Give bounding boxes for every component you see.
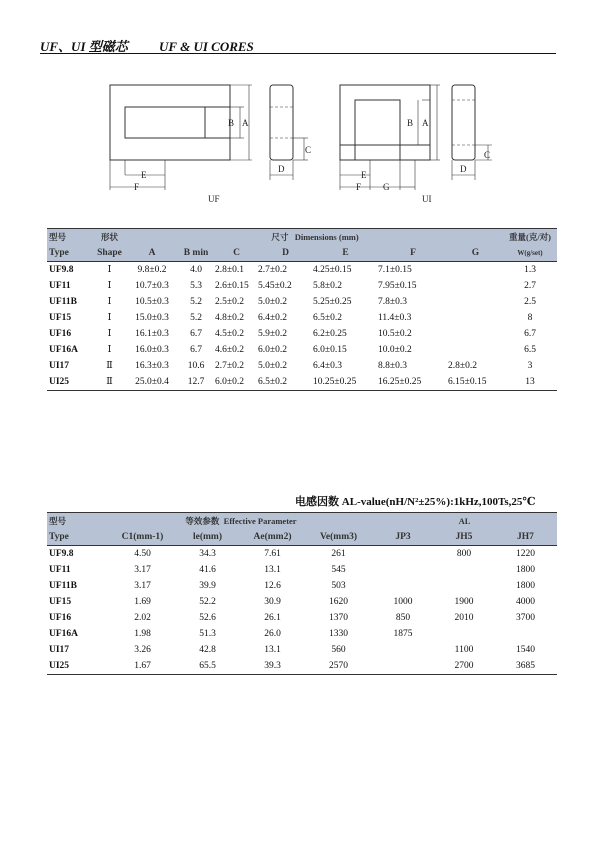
dim-cell-d: 6.0±0.2 — [258, 345, 287, 355]
dim-cell-e: 6.4±0.3 — [313, 361, 342, 371]
param-cell-ve: 261 — [331, 549, 346, 559]
dim-cell-c: 4.6±0.2 — [215, 345, 244, 355]
dim-cell-c: 4.8±0.2 — [215, 313, 244, 323]
param-cell-le: 42.8 — [199, 645, 216, 655]
dim-cell-c: 2.5±0.2 — [215, 297, 244, 307]
dim-cell-d: 5.0±0.2 — [258, 297, 287, 307]
type-en-header: Type — [47, 245, 92, 262]
shape-cell: Ⅰ — [107, 297, 112, 307]
param-cell-jh7: 3685 — [494, 658, 557, 675]
param-cell-c1: 3.26 — [134, 645, 151, 655]
dim-cell-b: 5.3 — [190, 281, 202, 291]
dim-cell-d: 5.0±0.2 — [258, 361, 287, 371]
param-cell-jp3 — [372, 642, 434, 658]
table-row — [47, 658, 557, 675]
uf-label-c: C — [305, 145, 312, 155]
dim-cell-d: 5.9±0.2 — [258, 329, 287, 339]
dim-cell-e: 6.2±0.25 — [313, 329, 347, 339]
param-cell-jp3: 1875 — [393, 629, 413, 639]
dim-cell-f: 8.8±0.3 — [378, 361, 407, 371]
col-header-c1: C1(mm-1) — [110, 529, 175, 546]
param-cell-jh5: 1100 — [454, 645, 474, 655]
title-english: UF & UI CORES — [159, 39, 254, 54]
dim-cell-d: 6.4±0.2 — [258, 313, 287, 323]
weight-cn-header: 重量(克/对) — [503, 229, 557, 246]
col-header-b: B min — [177, 245, 215, 262]
dim-cell-b: 12.7 — [177, 374, 215, 391]
param-cell-le: 52.6 — [199, 613, 216, 623]
param-cell-c1: 1.67 — [110, 658, 175, 675]
dim-cell-b: 6.7 — [190, 329, 202, 339]
shape-cell: Ⅰ — [107, 329, 112, 339]
dim-cell-c: 2.7±0.2 — [215, 361, 244, 371]
table-row — [47, 546, 557, 563]
table-row — [47, 562, 557, 578]
dim-cell-f: 16.25±0.25 — [378, 374, 448, 391]
type-cell: UF11B — [49, 297, 77, 307]
param-cell-ve: 1370 — [329, 613, 348, 623]
col-header-g: G — [448, 245, 503, 262]
param-cell-jp3 — [372, 562, 434, 578]
ui-caption: UI — [422, 194, 432, 204]
type-cell: UI17 — [49, 361, 70, 371]
dim-cell-f: 11.4±0.3 — [378, 313, 412, 323]
dim-cell-b: 5.2 — [190, 313, 202, 323]
shape-cn-header: 形状 — [92, 229, 127, 246]
dim-cell-e: 6.5±0.2 — [313, 313, 342, 323]
dim-cell-d: 6.5±0.2 — [258, 374, 313, 391]
param-cell-c1: 1.69 — [134, 597, 151, 607]
type-cell: UF16A — [49, 629, 79, 639]
type-cell: UI25 — [47, 374, 92, 391]
type-cell: UF9.8 — [49, 265, 74, 275]
type-cn-header: 型号 — [47, 229, 92, 246]
uf-label-a: A — [242, 118, 249, 128]
param-cell-c1: 2.02 — [134, 613, 151, 623]
title-chinese: UF、UI 型磁芯 — [40, 39, 128, 54]
param-cell-jh5: 2700 — [434, 658, 494, 675]
param-cell-ve: 545 — [331, 565, 346, 575]
param-cell-ae: 13.1 — [264, 645, 281, 655]
param-cell-jh7 — [494, 626, 557, 642]
ui-label-b: B — [407, 118, 414, 128]
dim-cell-e: 4.25±0.15 — [313, 265, 352, 275]
dim-cell-b: 6.7 — [190, 345, 202, 355]
dim-cell-a: 10.7±0.3 — [135, 281, 169, 291]
uf-label-d: D — [278, 164, 285, 174]
table-row — [47, 294, 557, 310]
param-cell-ae: 39.3 — [240, 658, 305, 675]
dim-cell-c: 6.0±0.2 — [215, 374, 258, 391]
param-group-header: 等效参数 Effective Parameter — [110, 513, 372, 530]
param-cell-jh7: 1540 — [516, 645, 535, 655]
param-cell-ae: 26.0 — [264, 629, 281, 639]
type-cell: UF9.8 — [49, 549, 74, 559]
dim-cell-e: 5.8±0.2 — [313, 281, 342, 291]
dim-cell-a: 16.3±0.3 — [135, 361, 169, 371]
al-group-header: AL — [372, 513, 557, 530]
dim-cell-g — [448, 342, 503, 358]
col-header-c: C — [215, 245, 258, 262]
param-cell-ve: 2570 — [305, 658, 372, 675]
dim-cell-g: 2.8±0.2 — [448, 361, 477, 371]
dim-cell-a: 10.5±0.3 — [135, 297, 169, 307]
parameter-header-row-1 — [47, 513, 557, 530]
dim-cell-a: 9.8±0.2 — [137, 265, 167, 275]
weight-cell: 6.5 — [524, 345, 536, 355]
dim-cell-a: 16.1±0.3 — [135, 329, 169, 339]
param-cell-jh7: 1800 — [516, 565, 535, 575]
param-cell-jh7: 4000 — [516, 597, 535, 607]
shape-cell: Ⅰ — [107, 345, 112, 355]
weight-cell: 8 — [527, 313, 533, 323]
table-row — [47, 578, 557, 594]
param-type-cn-header: 型号 — [47, 513, 110, 530]
param-cell-ve: 560 — [331, 645, 346, 655]
ui-front-view — [340, 85, 440, 190]
type-cell: UF16 — [49, 329, 72, 339]
param-cell-jh5 — [434, 626, 494, 642]
dim-cell-e: 6.0±0.15 — [313, 345, 347, 355]
ui-label-d: D — [460, 164, 467, 174]
param-cell-jh5 — [434, 578, 494, 594]
weight-cell: 3 — [527, 361, 533, 371]
dim-cell-g: 6.15±0.15 — [448, 374, 503, 391]
table-row — [47, 326, 557, 342]
col-header-e: E — [313, 245, 378, 262]
table-row — [47, 342, 557, 358]
type-cell: UF15 — [49, 597, 72, 607]
type-cell: UF11B — [49, 581, 77, 591]
param-cell-jp3: 850 — [395, 613, 411, 623]
col-header-le: le(mm) — [175, 529, 240, 546]
param-cell-c1: 4.50 — [134, 549, 151, 559]
param-cell-jh5 — [434, 562, 494, 578]
param-cell-c1: 1.98 — [134, 629, 151, 639]
param-cell-jp3 — [372, 658, 434, 675]
dim-cell-f: 7.95±0.15 — [378, 281, 417, 291]
shape-cell: Ⅰ — [107, 265, 112, 275]
ui-label-a: A — [422, 118, 429, 128]
dim-cell-g — [448, 294, 503, 310]
weight-cell: 6.7 — [524, 329, 536, 339]
table-row — [47, 358, 557, 374]
dim-cell-f: 7.8±0.3 — [378, 297, 407, 307]
param-cell-le: 65.5 — [175, 658, 240, 675]
dim-cell-f: 10.5±0.2 — [378, 329, 412, 339]
al-value-title: 电感因数 AL-value(nH/N²±25%):1kHz,100Ts,25℃ — [295, 496, 536, 508]
uf-side-view — [270, 85, 308, 180]
type-cell: UI25 — [47, 658, 110, 675]
weight-cell: 2.5 — [524, 297, 536, 307]
col-header-jp3: JP3 — [372, 529, 434, 546]
dim-cell-b: 5.2 — [190, 297, 202, 307]
ui-label-g: G — [383, 182, 390, 192]
dimensions-header-row-1 — [47, 229, 557, 246]
dim-cell-c: 2.6±0.15 — [215, 281, 249, 291]
dim-cell-c: 2.8±0.1 — [215, 265, 244, 275]
ui-label-e: E — [361, 170, 367, 180]
dim-cell-d: 2.7±0.2 — [258, 265, 287, 275]
weight-cell: 13 — [503, 374, 557, 391]
param-cell-jp3 — [372, 546, 434, 563]
param-cell-jh7: 1220 — [516, 549, 535, 559]
param-cell-ve: 1620 — [329, 597, 348, 607]
table-row — [47, 626, 557, 642]
table-row — [47, 610, 557, 626]
dimensions-header-row-2 — [47, 245, 557, 262]
weight-cell: 2.7 — [524, 281, 536, 291]
type-cell: UI17 — [49, 645, 70, 655]
col-header-jh7: JH7 — [494, 529, 557, 546]
shape-cell: Ⅱ — [106, 361, 113, 371]
dim-cell-g — [448, 326, 503, 342]
type-cell: UF16 — [49, 613, 72, 623]
param-cell-le: 41.6 — [199, 565, 216, 575]
param-cell-jh7: 1800 — [516, 581, 535, 591]
param-cell-jh5: 800 — [456, 549, 472, 559]
param-cell-c1: 3.17 — [134, 565, 151, 575]
param-cell-ae: 7.61 — [264, 549, 281, 559]
param-cell-le: 34.3 — [199, 549, 216, 559]
dim-cell-f: 7.1±0.15 — [378, 265, 412, 275]
param-cell-jh7: 3700 — [516, 613, 535, 623]
ui-side-view — [452, 85, 492, 180]
param-cell-le: 52.2 — [199, 597, 216, 607]
dim-cell-d: 5.45±0.2 — [258, 281, 292, 291]
dimensions-table — [47, 228, 557, 391]
dim-cell-a: 15.0±0.3 — [135, 313, 169, 323]
param-cell-le: 51.3 — [199, 629, 216, 639]
dim-cell-e: 5.25±0.25 — [313, 297, 352, 307]
type-cell: UF16A — [49, 345, 79, 355]
uf-label-b: B — [228, 118, 235, 128]
weight-cell: 1.3 — [524, 265, 536, 275]
dim-cell-b: 10.6 — [187, 361, 205, 371]
dim-cell-g — [448, 310, 503, 326]
ui-label-c: C — [484, 150, 491, 160]
dim-cell-g — [448, 278, 503, 294]
type-cell: UF11 — [49, 281, 71, 291]
param-cell-jh5: 1900 — [454, 597, 474, 607]
param-cell-c1: 3.17 — [134, 581, 151, 591]
shape-cell: Ⅱ — [92, 374, 127, 391]
param-cell-ve: 1330 — [329, 629, 348, 639]
type-cell: UF11 — [49, 565, 71, 575]
uf-caption: UF — [208, 194, 220, 204]
dim-cell-b: 4.0 — [190, 265, 202, 275]
col-header-f: F — [378, 245, 448, 262]
col-header-ae: Ae(mm2) — [240, 529, 305, 546]
type-cell: UF15 — [49, 313, 72, 323]
dim-cell-a: 25.0±0.4 — [127, 374, 177, 391]
table-row — [47, 374, 557, 391]
table-row — [47, 642, 557, 658]
parameter-header-row-2 — [47, 529, 557, 546]
param-cell-ae: 13.1 — [264, 565, 281, 575]
param-cell-jp3: 1000 — [393, 597, 413, 607]
col-header-ve: Ve(mm3) — [305, 529, 372, 546]
col-header-jh5: JH5 — [434, 529, 494, 546]
param-cell-ve: 503 — [331, 581, 346, 591]
shape-cell: Ⅰ — [107, 313, 112, 323]
param-cell-le: 39.9 — [199, 581, 216, 591]
table-row — [47, 594, 557, 610]
dim-cell-f: 10.0±0.2 — [378, 345, 412, 355]
col-header-a: A — [127, 245, 177, 262]
param-cell-jp3 — [372, 578, 434, 594]
table-row — [47, 310, 557, 326]
uf-front-view — [110, 85, 252, 190]
core-drawings — [0, 0, 595, 215]
param-type-en-header: Type — [47, 529, 110, 546]
parameter-table — [47, 512, 557, 675]
weight-en-header: W(g/set) — [503, 245, 557, 262]
dimensions-group-header: 尺寸 Dimensions (mm) — [127, 229, 503, 246]
uf-label-f: F — [134, 182, 140, 192]
dim-cell-g — [448, 262, 503, 279]
param-cell-ae: 30.9 — [264, 597, 281, 607]
uf-label-e: E — [141, 170, 147, 180]
param-cell-jh5: 2010 — [454, 613, 474, 623]
ui-label-f: F — [356, 182, 362, 192]
shape-cell: Ⅰ — [107, 281, 112, 291]
dim-cell-e: 10.25±0.25 — [313, 374, 378, 391]
table-row — [47, 278, 557, 294]
param-cell-ae: 26.1 — [264, 613, 281, 623]
dim-cell-c: 4.5±0.2 — [215, 329, 244, 339]
dim-cell-a: 16.0±0.3 — [135, 345, 169, 355]
param-cell-ae: 12.6 — [264, 581, 281, 591]
col-header-d: D — [258, 245, 313, 262]
table-row — [47, 262, 557, 279]
shape-en-header: Shape — [92, 245, 127, 262]
